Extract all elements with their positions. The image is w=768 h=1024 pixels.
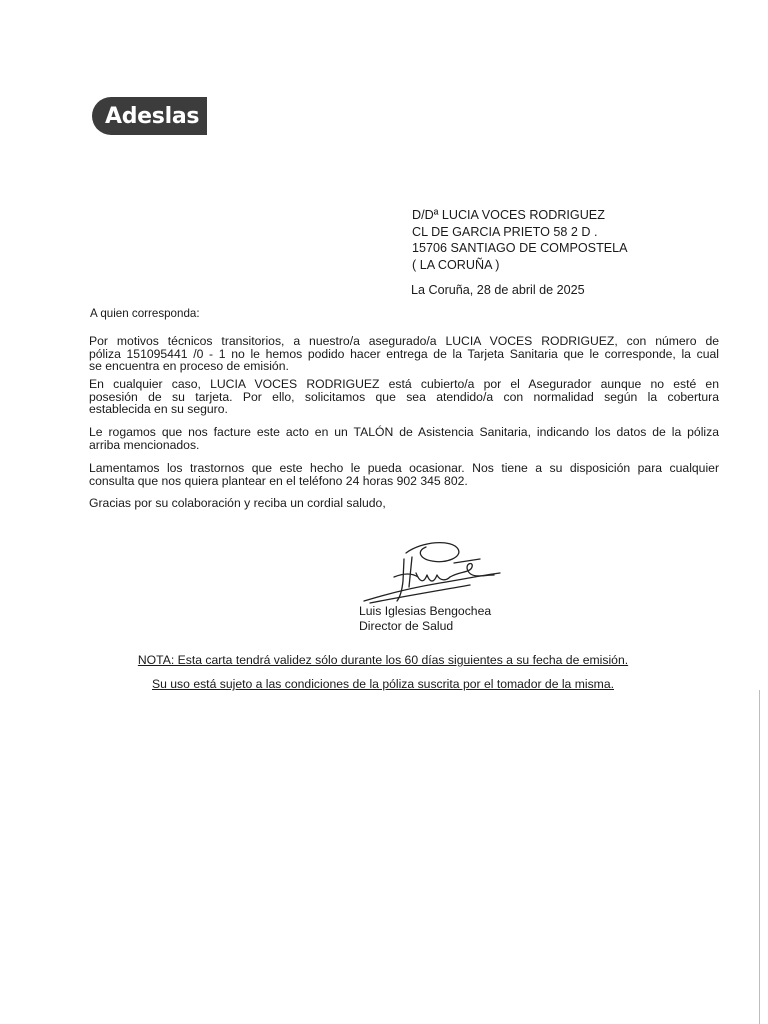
paragraph-line: En cualquier caso, LUCIA VOCES RODRIGUEZ está cubierto/a por el Asegurador aunque no esté en: [89, 377, 719, 391]
adeslas-logo: [92, 97, 207, 135]
paragraph-4: [89, 462, 719, 487]
signer-block: [359, 604, 491, 634]
recipient-name: D/Dª LUCIA VOCES RODRIGUEZ: [412, 208, 605, 222]
paragraph-line: Gracias por su colaboración y reciba un cordial saludo,: [89, 496, 386, 510]
paragraph-2: [89, 378, 719, 416]
recipient-address: [412, 207, 628, 273]
signer-name: Luis Iglesias Bengochea: [359, 604, 492, 618]
logo-text: Adeslas: [105, 103, 200, 129]
paragraph-line: póliza 151095441 /0 - 1 no le hemos podido hacer entrega de la Tarjeta Sanitaria que le corresponde, la cual: [89, 346, 719, 361]
letter-date: La Coruña, 28 de abril de 2025: [411, 283, 585, 297]
paragraph-line: se encuentra en proceso de emisión.: [89, 359, 289, 374]
paragraph-1: [89, 335, 719, 373]
recipient-street: CL DE GARCIA PRIETO 58 2 D .: [412, 224, 598, 239]
greeting: A quien corresponda:: [90, 307, 200, 320]
paragraph-line: consulta que nos quiera plantear en el teléfono 24 horas 902 345 802.: [89, 473, 468, 488]
page-edge-divider: [759, 690, 760, 1024]
paragraph-line: posesión de su tarjeta. Por ello, solicitamos que sea atendido/a con normalidad según la cobertura: [89, 389, 719, 404]
conditions-note: Su uso está sujeto a las condiciones de la póliza suscrita por el tomador de la misma.: [151, 677, 614, 691]
paragraph-line: arriba mencionados.: [89, 437, 200, 452]
validity-note: NOTA: Esta carta tendrá validez sólo durante los 60 días siguientes a su fecha de emisión.: [137, 653, 629, 667]
paragraph-line: establecida en su seguro.: [89, 402, 228, 417]
paragraph-5: [89, 497, 719, 510]
paragraph-line: Le rogamos que nos facture este acto en un TALÓN de Asistencia Sanitaria, indicando los datos de la póliza: [89, 425, 719, 439]
recipient-province: ( LA CORUÑA ): [412, 257, 500, 272]
paragraph-3: [89, 426, 719, 451]
handwritten-signature: [360, 537, 520, 605]
paragraph-line: Lamentamos los trastornos que este hecho le pueda ocasionar. Nos tiene a su disposición para cualquier: [89, 461, 719, 475]
signer-title: Director de Salud: [359, 619, 454, 633]
recipient-city: 15706 SANTIAGO DE COMPOSTELA: [412, 241, 628, 255]
paragraph-line: Por motivos técnicos transitorios, a nuestro/a asegurado/a LUCIA VOCES RODRIGUEZ, con número de: [89, 334, 719, 348]
